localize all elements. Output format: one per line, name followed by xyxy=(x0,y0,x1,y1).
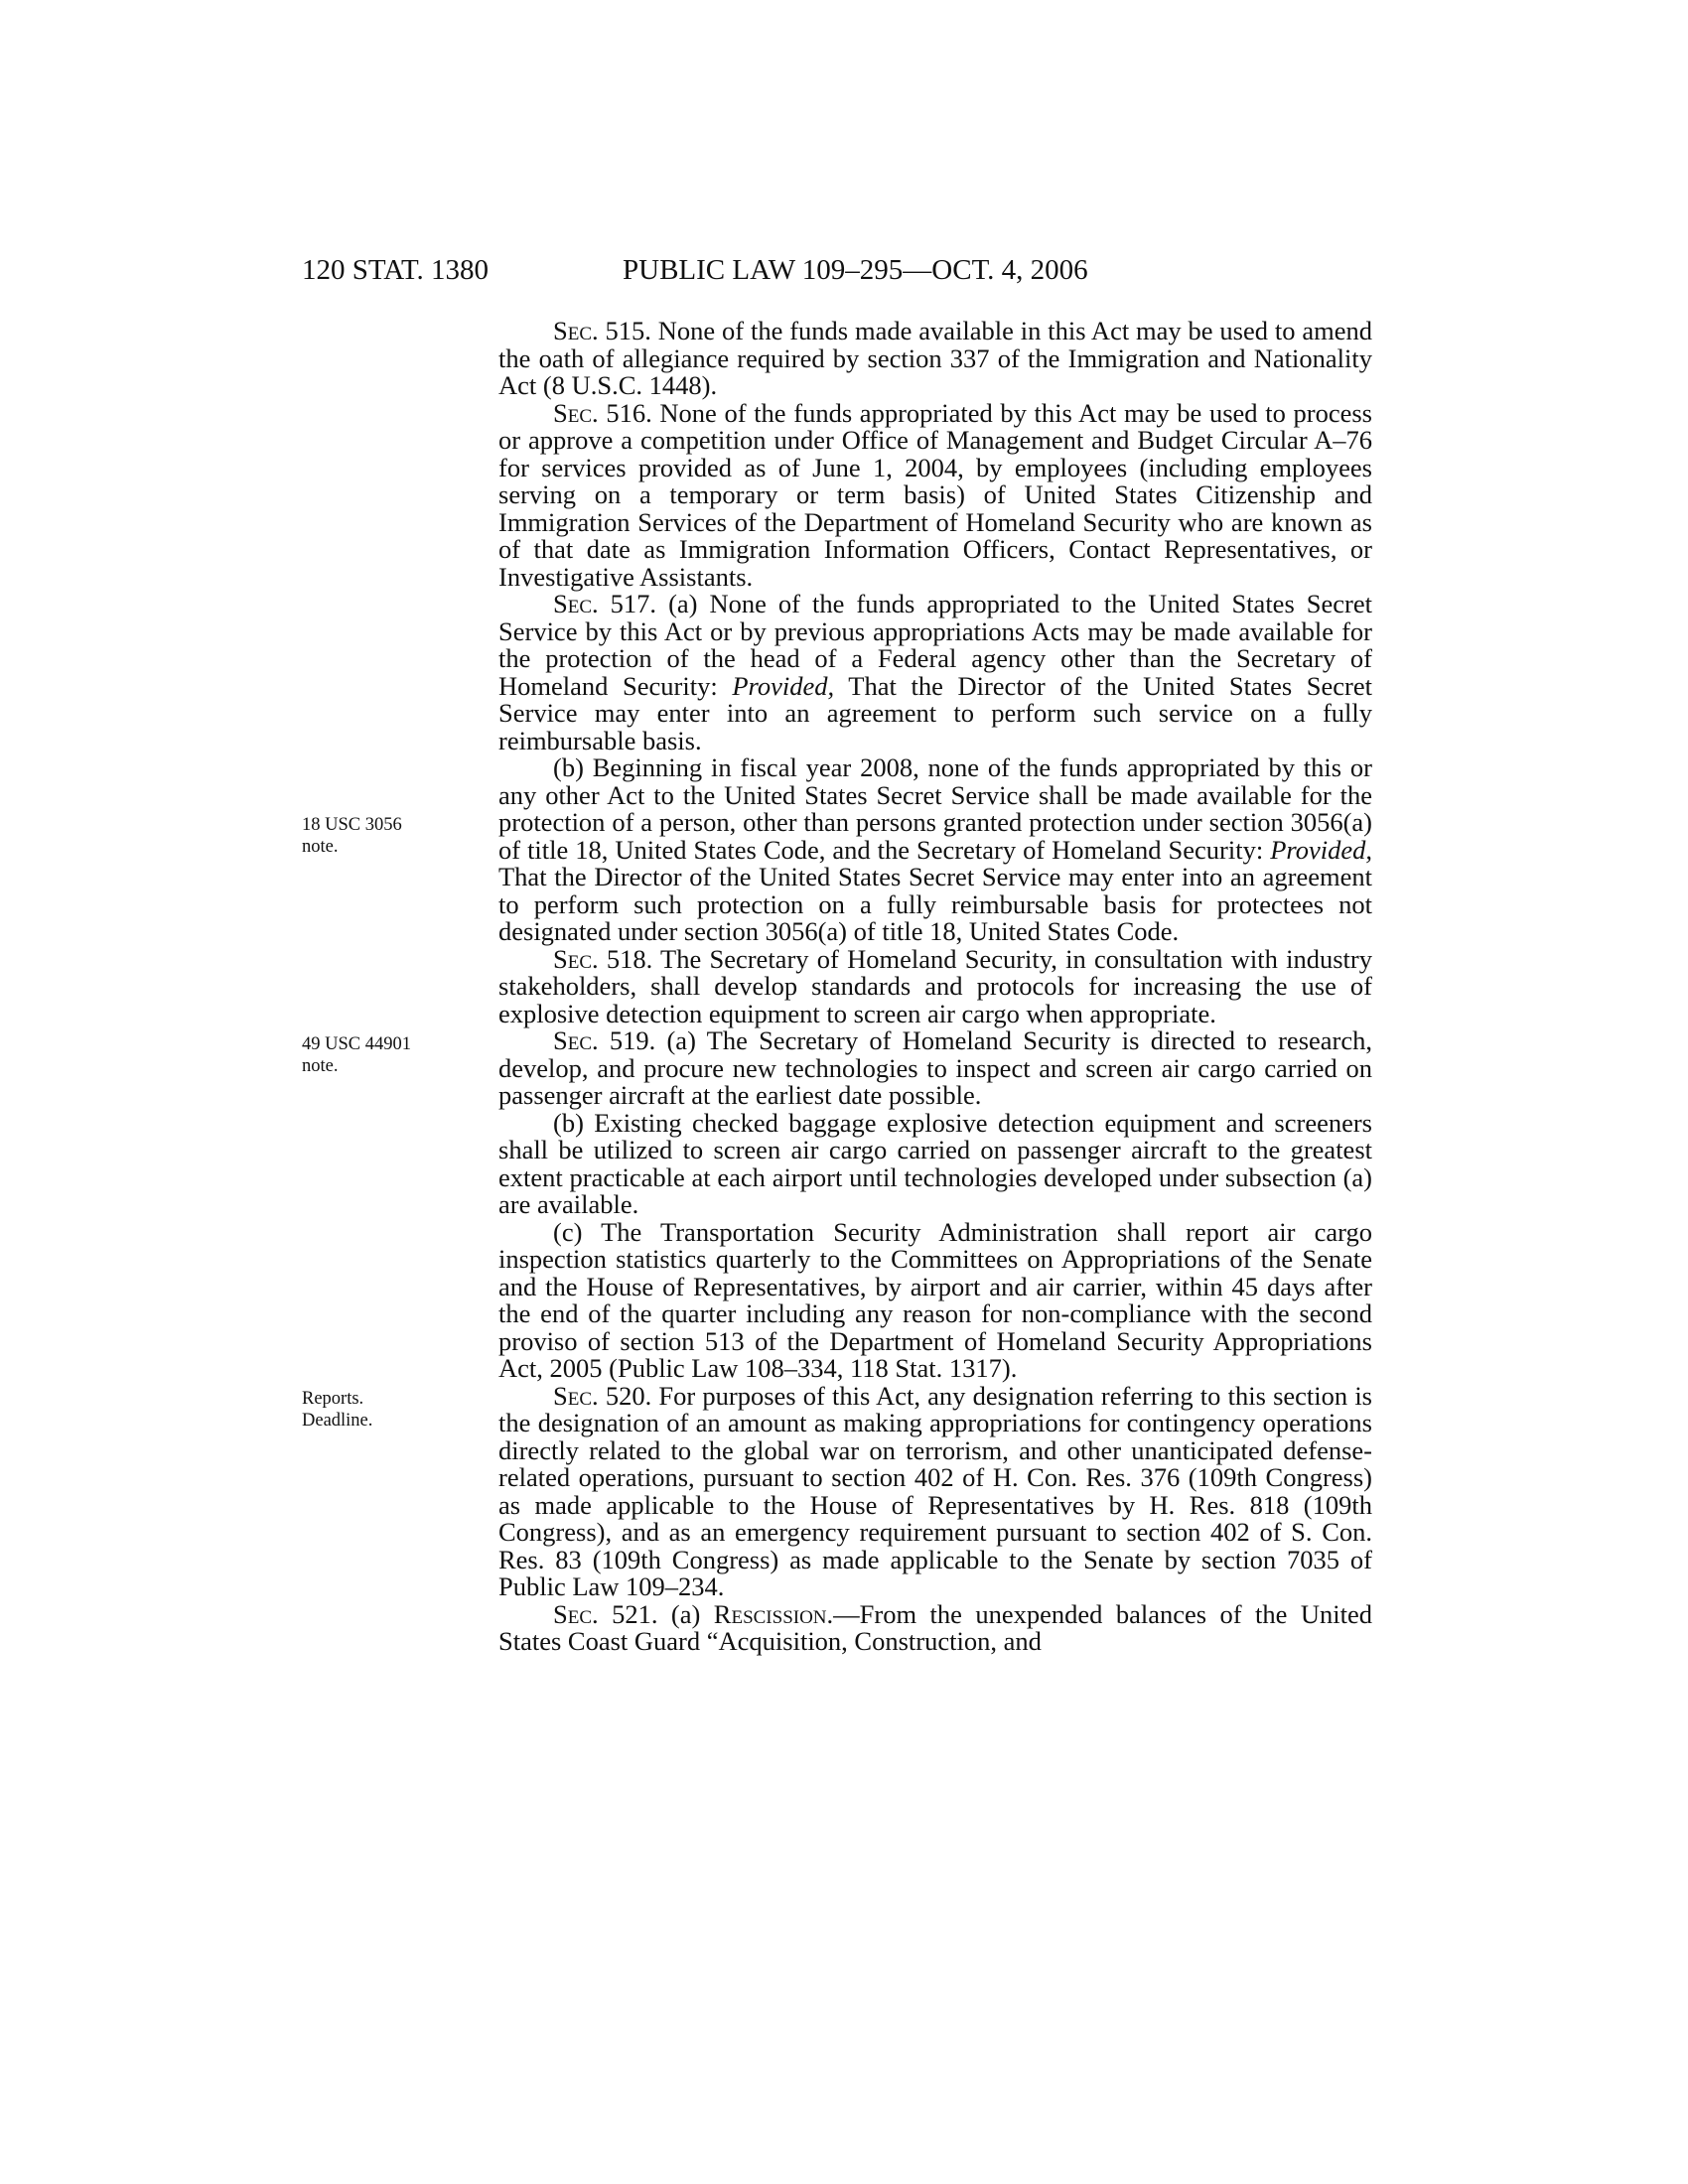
margin-note-label: note. xyxy=(302,837,339,857)
section-519-b: (b) Existing checked baggage explosive detection equipment and screeners shall be utilized to screen air cargo carried on passenger aircraft to the greatest extent practicable at each airport until technologies developed under subsection (a) are available. xyxy=(498,1107,1372,1219)
margin-note-18-usc-3056 xyxy=(302,814,461,858)
running-title: PUBLIC LAW 109–295—OCT. 4, 2006 xyxy=(623,254,1088,286)
margin-note-label: note. xyxy=(302,1056,339,1076)
section-521-a: Sec. 521. (a) Rescission.—From the unexpended balances of the United States Coast Guard “Acquisition, Construction, and xyxy=(498,1598,1372,1656)
section-519-a: Sec. 519. (a) The Secretary of Homeland Security is directed to research, develop, and procure new technologies to inspect and screen air cargo carried on passenger aircraft at the earliest date possible. xyxy=(498,1025,1372,1110)
page-header xyxy=(302,250,1374,290)
section-516: Sec. 516. None of the funds appropriated by this Act may be used to process or approve a competition under Office of Management and Budget Circular A–76 for services provided as of June 1, 2004, by employees (including employees serving on a temporary or term basis) of United States Citizenship and Immigration Services of the Department of Homeland Security who are known as of that date as Immigration Information Officers, Contact Representatives, or Investigative Assistants. xyxy=(498,397,1372,592)
stat-page-number: 120 STAT. 1380 xyxy=(302,254,490,286)
margin-note-deadline: Deadline. xyxy=(302,1411,373,1431)
section-518: Sec. 518. The Secretary of Homeland Security, in consultation with industry stakeholders, shall develop standards and protocols for increasing the use of explosive detection equipment to screen air cargo when appropriate. xyxy=(498,943,1372,1028)
section-517-a: Sec. 517. (a) None of the funds appropriated to the United States Secret Service by this Act or by previous appropriations Acts may be made available for the protection of the head of a Federal agency other than the Secretary of Homeland Security: Provided, That the Director of the United States Secret Service may enter into an agreement to perform such service on a fully reimbursable basis. xyxy=(498,589,1372,755)
statute-body xyxy=(498,318,1372,1656)
margin-note-reports-deadline xyxy=(302,1388,461,1432)
margin-note-citation: 49 USC 44901 xyxy=(302,1034,411,1054)
section-517-b: (b) Beginning in fiscal year 2008, none of the funds appropriated by this or any other Act to the United States Secret Service shall be made available for the protection of a person, other than persons granted protection under section 3056(a) of title 18, United States Code, and the Secretary of Homeland Security: Provided, That the Director of the United States Secret Service may enter into an agreement to perform such protection on a fully reimbursable basis for protectees not designated under section 3056(a) of title 18, United States Code. xyxy=(498,752,1372,946)
section-515: Sec. 515. None of the funds made available in this Act may be used to amend the oath of allegiance required by section 337 of the Immigration and Nationality Act (8 U.S.C. 1448). xyxy=(498,316,1372,400)
margin-note-49-usc-44901 xyxy=(302,1033,461,1077)
margin-note-reports: Reports. xyxy=(302,1389,364,1409)
margin-note-citation: 18 USC 3056 xyxy=(302,815,402,835)
section-519-c: (c) The Transportation Security Administration shall report air cargo inspection statistics quarterly to the Committees on Appropriations of the Senate and the House of Representatives, by airport and air carrier, within 45 days after the end of the quarter including any reason for non-compliance with the second proviso of section 513 of the Department of Homeland Security Appropriations Act, 2005 (Public Law 108–334, 118 Stat. 1317). xyxy=(498,1216,1372,1383)
section-520: Sec. 520. For purposes of this Act, any designation referring to this section is the designation of an amount as making appropriations for contingency operations directly related to the global war on terrorism, and other unanticipated defense-related operations, pursuant to section 402 of H. Con. Res. 376 (109th Congress) as made applicable to the House of Representatives by H. Res. 818 (109th Congress), and as an emergency requirement pursuant to section 402 of S. Con. Res. 83 (109th Congress) as made applicable to the Senate by section 7035 of Public Law 109–234. xyxy=(498,1380,1372,1601)
